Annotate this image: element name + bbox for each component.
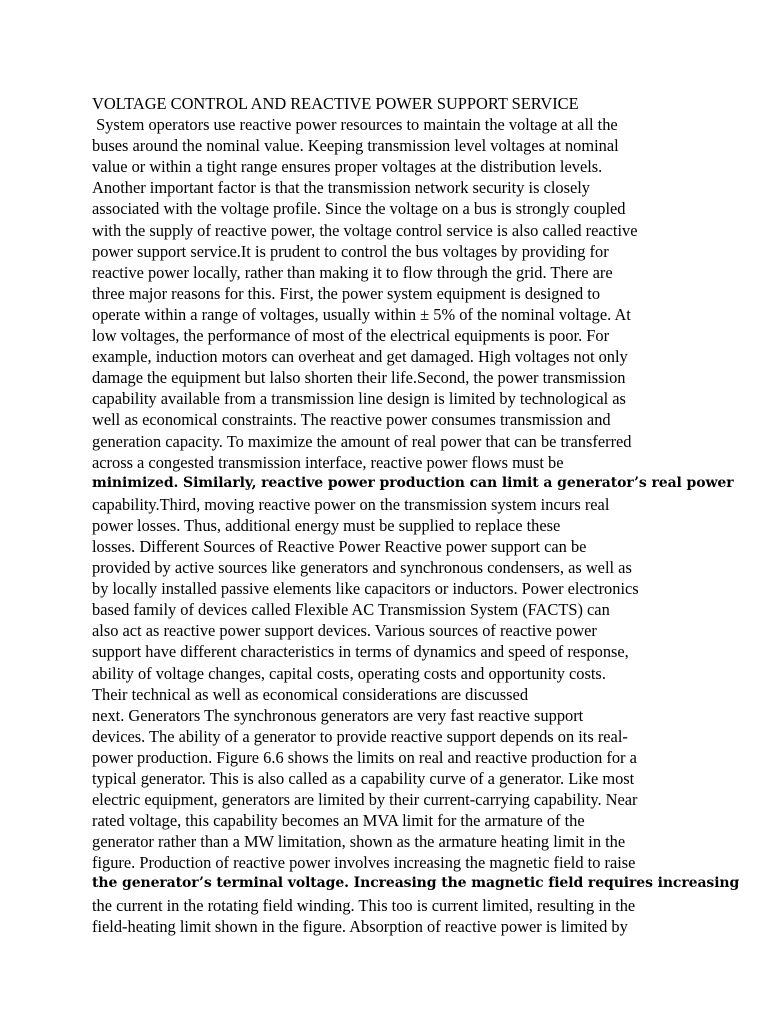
text-line: power production. Figure 6.6 shows the limits on real and reactive production for a [92,747,637,767]
text-line: the current in the rotating field winding. This too is current limited, resulting in the [92,895,636,915]
text-line: power losses. Thus, additional energy must be supplied to replace these [92,515,561,535]
text-line: typical generator. This is also called as a capability curve of a generator. Like most [92,769,635,788]
text-line: Another important factor is that the transmission network security is closely [92,178,590,198]
text-line: support have different characteristics in terms of dynamics and speed of response, [92,642,629,662]
text-line: capability available from a transmission line design is limited by technological as [92,389,626,409]
text-line: associated with the voltage profile. Since the voltage on a bus is strongly coupled [92,199,626,219]
text-line: rated voltage, this capability becomes an MVA limit for the armature of the [92,811,585,831]
text-line: across a congested transmission interface, reactive power flows must be [92,452,564,472]
text-line: well as economical constraints. The reactive power consumes transmission and [92,410,611,430]
text-line: low voltages, the performance of most of the electrical equipments is poor. For [92,326,610,346]
text-line: with the supply of reactive power, the voltage control service is also called reactive [92,220,638,240]
text-line-bold: the generator’s terminal voltage. Increasing the magnetic field requires increasing [92,875,740,892]
text-line: losses. Different Sources of Reactive Power Reactive power support can be [92,536,587,556]
text-line: devices. The ability of a generator to provide reactive support depends on its real- [92,726,628,746]
text-line: also act as reactive power support devices. Various sources of reactive power [92,621,597,641]
text-line: electric equipment, generators are limited by their current-carrying capability. Near [92,790,638,810]
text-line: capability.Third, moving reactive power on the transmission system incurs real [92,494,610,514]
text-line: next. Generators The synchronous generators are very fast reactive support [92,705,584,725]
text-line: Their technical as well as economical considerations are discussed [92,684,529,704]
document-body [92,93,740,937]
text-line: three major reasons for this. First, the power system equipment is designed to [92,283,601,303]
document-title: VOLTAGE CONTROL AND REACTIVE POWER SUPPORT SERVICE [92,94,579,113]
text-line: generator rather than a MW limitation, shown as the armature heating limit in the [92,832,626,852]
text-line: provided by active sources like generators and synchronous condensers, as well as [92,558,632,578]
text-line: damage the equipment but lalso shorten their life.Second, the power transmission [92,368,626,388]
text-line: based family of devices called Flexible AC Transmission System (FACTS) can [92,600,610,620]
text-line: field-heating limit shown in the figure. Absorption of reactive power is limited by [92,916,628,936]
text-line-bold: minimized. Similarly, reactive power production can limit a generator’s real power [92,474,734,491]
text-line: figure. Production of reactive power involves increasing the magnetic field to raise [92,853,636,873]
text-line: value or within a tight range ensures proper voltages at the distribution levels. [92,157,603,177]
text-line: by locally installed passive elements like capacitors or inductors. Power electronics [92,579,639,599]
text-line: generation capacity. To maximize the amount of real power that can be transferred [92,431,632,451]
text-line: operate within a range of voltages, usually within ± 5% of the nominal voltage. At [92,304,631,324]
text-line: reactive power locally, rather than making it to flow through the grid. There are [92,262,613,282]
text-line: ability of voltage changes, capital costs, operating costs and opportunity costs. [92,663,606,683]
text-line: example, induction motors can overheat and get damaged. High voltages not only [92,347,628,367]
text-line: buses around the nominal value. Keeping transmission level voltages at nominal [92,136,619,156]
text-line: power support service.It is prudent to control the bus voltages by providing for [92,241,609,261]
text-line: System operators use reactive power resources to maintain the voltage at all the [92,115,618,135]
